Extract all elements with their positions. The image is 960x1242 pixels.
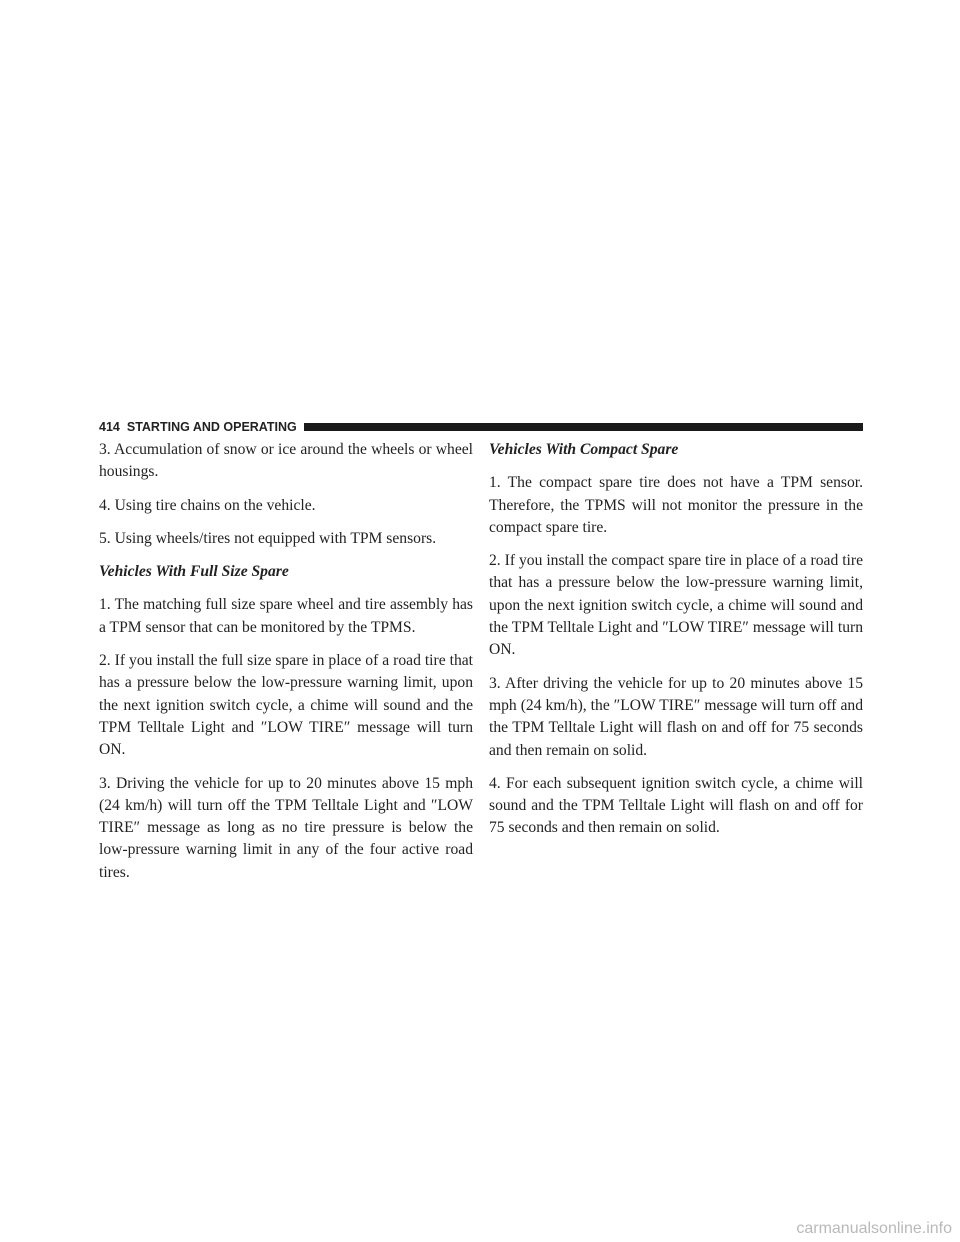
page-number: 414 bbox=[99, 420, 120, 434]
paragraph: 2. If you install the compact spare tire in place of a road tire that has a pressure below the low-pressure warning limit, upon the next ignition switch cycle, a chime will sound and the TPM Telltale Light and ″LOW TIRE″ message will turn ON. bbox=[489, 552, 863, 659]
watermark: carmanualsonline.info bbox=[796, 1220, 952, 1237]
page-header bbox=[99, 420, 863, 434]
section-title: STARTING AND OPERATING bbox=[126, 420, 297, 434]
paragraph: 2. If you install the full size spare in place of a road tire that has a pressure below the low-pressure warning limit, upon the next ignition switch cycle, a chime will sound and the TPM Telltale Light and ″LOW TIRE″ message will turn ON. bbox=[99, 652, 473, 759]
left-column bbox=[99, 439, 473, 895]
paragraph: 5. Using wheels/tires not equipped with TPM sensors. bbox=[99, 529, 437, 547]
subsection-heading: Vehicles With Compact Spare bbox=[489, 441, 679, 458]
paragraph: 4. For each subsequent ignition switch cycle, a chime will sound and the TPM Telltale Light will flash on and off for 75 seconds and then remain on solid. bbox=[489, 774, 863, 837]
paragraph: 1. The matching full size spare wheel and tire assembly has a TPM sensor that can be monitored by the TPMS. bbox=[99, 596, 473, 636]
right-column bbox=[489, 439, 863, 851]
paragraph: 1. The compact spare tire does not have a TPM sensor. Therefore, the TPMS will not monitor the pressure in the compact spare tire. bbox=[489, 474, 863, 536]
paragraph: 3. Driving the vehicle for up to 20 minutes above 15 mph (24 km/h) will turn off the TPM Telltale Light and ″LOW TIRE″ message as long as no tire pressure is below the low-pressure warning limit in any of the four active road tires. bbox=[99, 774, 473, 881]
paragraph: 3. Accumulation of snow or ice around the wheels or wheel housings. bbox=[99, 441, 473, 481]
paragraph: 3. After driving the vehicle for up to 20 minutes above 15 mph (24 km/h), the ″LOW TIRE″ message will turn off and the TPM Telltale Light will flash on and off for 75 seconds and then remain on solid. bbox=[489, 674, 863, 759]
subsection-heading: Vehicles With Full Size Spare bbox=[99, 563, 289, 581]
paragraph: 4. Using tire chains on the vehicle. bbox=[99, 496, 316, 514]
header-rule bbox=[304, 423, 863, 431]
